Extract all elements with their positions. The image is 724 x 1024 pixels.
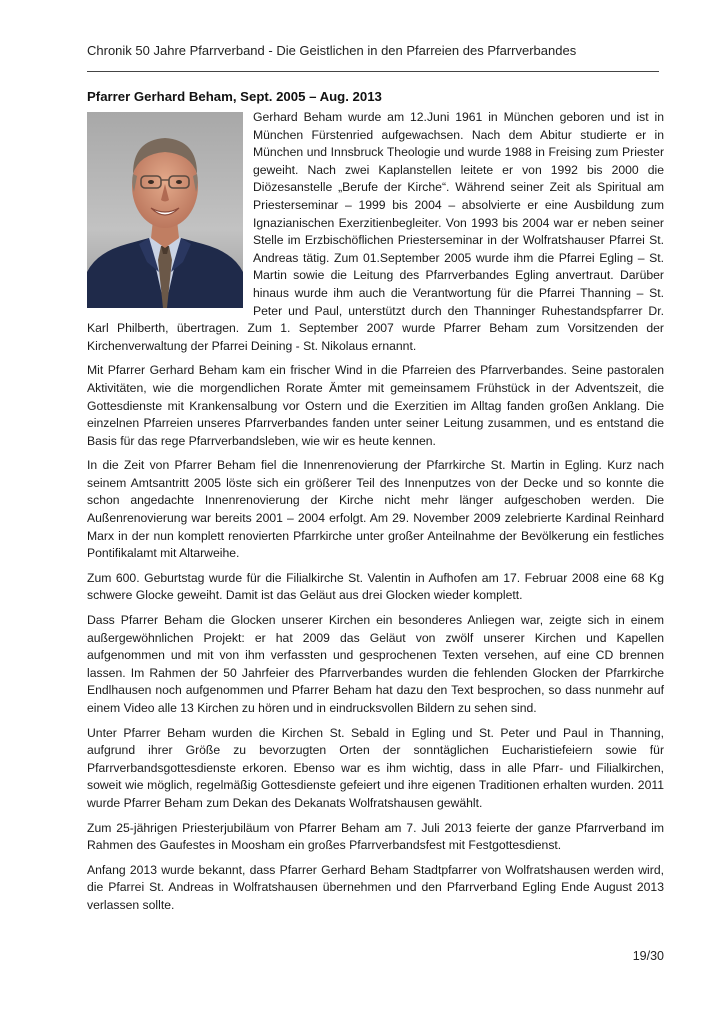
article-body [87,109,664,922]
running-header: Chronik 50 Jahre Pfarrverband - Die Geistlichen in den Pfarreien des Pfarrverbandes [87,43,577,58]
paragraph-jubilee: Zum 25-jährigen Priesterjubiläum von Pfarrer Beham am 7. Juli 2013 feierte der ganze Pfarrverband im Rahmen des Gaufestes in Moosham ein großes Pfarrverbandsfest mit Festgottesdienst. [87,820,664,853]
paragraph-biography: Gerhard Beham wurde am 12.Juni 1961 in München geboren und ist in München Fürstenried aufgewachsen. Nach dem Abitur studierte er in München und Innsbruck Theologie und wurde 1988 in Freising zum Priester geweiht. Nach zwei Kaplanstellen leitete er von 1992 bis 2000 die Diözesanstelle „Berufe der Kirche“. Während seiner Zeit als Spiritual am Priesterseminar – 1999 bis 2004 – absolvierte er eine Ausbildung zum Ignazianischen Exerzitienbegleiter. Von 1993 bis 2004 war er neben seiner Stelle im Erzbischöflichen Priesterseminar in der Wolfratshauser Pfarrei St. Andreas tätig. Zum 01.September 2005 wurde ihm die Pfarrei Egling – St. Martin sowie die Leitung des Pfarrverbandes Egling anvertraut. Darüber hinaus wurde ihm auch die Verantwortung für die Pfarrei Thanning – St. Peter und Paul, unterstützt durch den Thanninger Ruhestandspfarrer Dr. Karl Philberth, übertragen. Zum 1. September 2007 wurde Pfarrer Beham zum Vorsitzenden der Kirchenverwaltung der Pfarrei Deining - St. Nikolaus ernannt. [87,110,664,353]
header-rule [87,71,659,72]
paragraph-pastoral-activities: Mit Pfarrer Gerhard Beham kam ein frischer Wind in die Pfarreien des Pfarrverbandes. Seine pastoralen Aktivitäten, wie die morgendlichen Rorate Ämter mit gemeinsamem Frühstück in der Adventszeit, die Gottesdienste mit Krankensalbung vor Ostern und die Exerzitien im Alltag fanden großen Anklang. Die einzelnen Pfarreien unseres Pfarrverbandes fanden unter seiner Leitung zusammen, und es entstand die Basis für das rege Pfarrverbandsleben, wie wir es heute kennen. [87,363,664,448]
paragraph-services: Unter Pfarrer Beham wurden die Kirchen St. Sebald in Egling und St. Peter und Paul in Thanning, aufgrund ihrer Größe zu bevorzugten Orten der sonntäglichen Eucharistiefeiern sowie für Pfarrverbandsgottesdienste erkoren. Ebenso war es ihm wichtig, dass in alle Pfarr- und Filialkirchen, soweit wie möglich, regelmäßig Gottesdienste gefeiert und ihre eigenen Traditionen erhalten wurden. 2011 wurde Pfarrer Beham zum Dekan des Dekanats Wolfratshausen gewählt. [87,725,664,810]
paragraph-farewell: Anfang 2013 wurde bekannt, dass Pfarrer Gerhard Beham Stadtpfarrer von Wolfratshausen werden wird, die Pfarrei St. Andreas in Wolfratshausen übernehmen und den Pfarrverband Egling Ende August 2013 verlassen sollte. [87,862,664,912]
paragraph-bell-project: Dass Pfarrer Beham die Glocken unserer Kirchen ein besonderes Anliegen war, zeigte sich in einem außergewöhnlichen Projekt: er hat 2009 das Geläut von zwölf unserer Kirchen und Kapellen aufgenommen und mit von ihm verfassten und gesprochenen Texten versehen, auf eine CD brennen lassen. Im Rahmen der 50 Jahrfeier des Pfarrverbandes wurden die fehlenden Glocken der Pfarrkirche Endlhausen noch aufgenommen und Pfarrer Beham hat dazu den Text besprochen, so dass nunmehr auf einem Video alle 13 Kirchen zu hören und in eindrucksvollen Bildern zu sehen sind. [87,613,664,715]
portrait-illustration [87,112,243,308]
section-title: Pfarrer Gerhard Beham, Sept. 2005 – Aug. 2013 [87,89,382,104]
paragraph-church-renovation: In die Zeit von Pfarrer Beham fiel die Innenrenovierung der Pfarrkirche St. Martin in Egling. Kurz nach seinem Amtsantritt 2005 löste sich ein größerer Teil des Innenputzes von der Decke und so konnte die schon angedachte Innenrenovierung der Kirche nicht mehr länger aufgeschoben werden. Die Außenrenovierung war bereits 2001 – 2004 erfolgt. Am 29. November 2009 zelebrierte Kardinal Reinhard Marx in der nun komplett renovierten Pfarrkirche unter großer Anteilnahme der Bevölkerung ein festliches Pontifikalamt mit Altarweihe. [87,458,664,561]
paragraph-bell-consecration: Zum 600. Geburtstag wurde für die Filialkirche St. Valentin in Aufhofen am 17. Februar 2008 eine 68 Kg schwere Glocke geweiht. Damit ist das Geläut aus drei Glocken wieder komplett. [87,570,664,603]
portrait-photo [87,112,243,308]
page-number: 19/30 [632,949,664,963]
